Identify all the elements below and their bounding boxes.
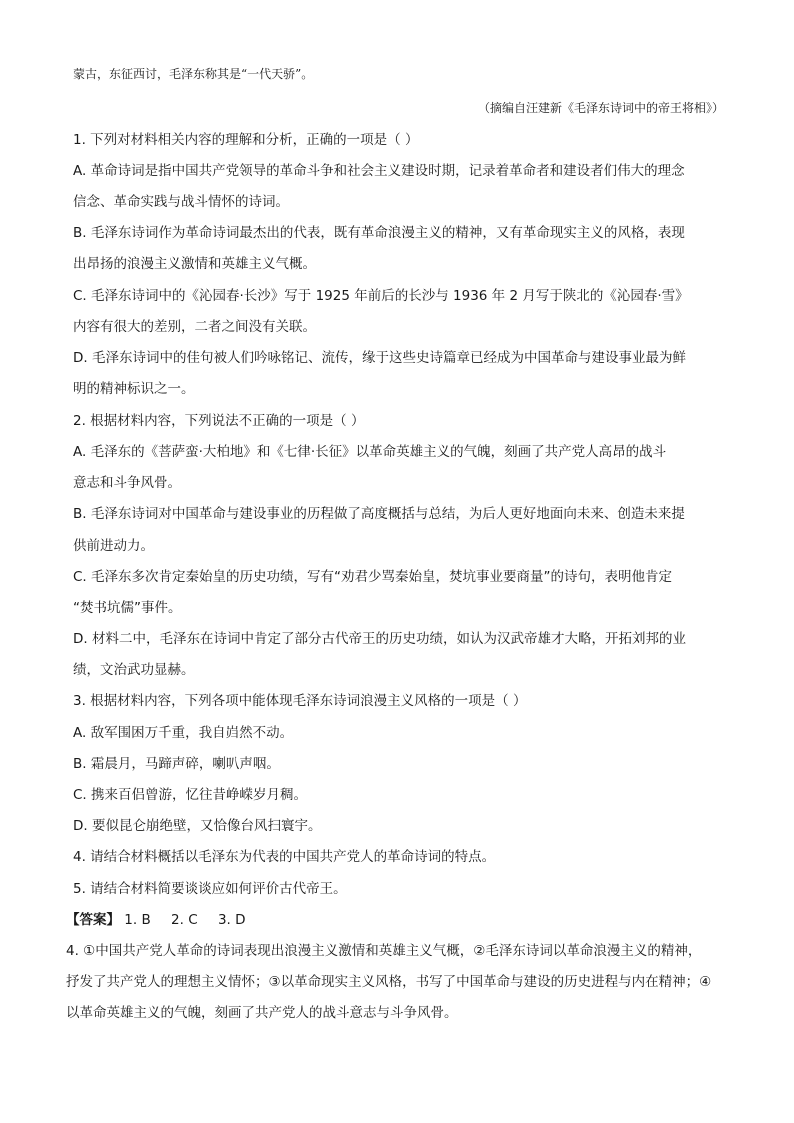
question-1: 1. 下列对材料相关内容的理解和分析，正确的一项是（ ） (73, 132, 419, 148)
q3-option-c: C. 携来百侣曾游，忆往昔峥嵘岁月稠。 (73, 787, 308, 803)
question-2: 2. 根据材料内容，下列说法不正确的一项是（ ） (73, 413, 365, 429)
answer-4-line-1: 4. ①中国共产党人革命的诗词表现出浪漫主义激情和英雄主义气概，②毛泽东诗词以革命浪漫主义的精神， (66, 943, 702, 959)
question-4: 4. 请结合材料概括以毛泽东为代表的中国共产党人的革命诗词的特点。 (73, 849, 496, 865)
q1-option-d: D. 毛泽东诗词中的佳句被人们吟咏铭记、流传，缘于这些史诗篇章已经成为中国革命与建设事业最为鲜 (73, 350, 686, 366)
q2-option-b: B. 毛泽东诗词对中国革命与建设事业的历程做了高度概括与总结，为后人更好地面向未来、创造未来提 (73, 506, 685, 522)
q3-option-d: D. 要似昆仑崩绝壁，又恰像台风扫寰宇。 (73, 818, 322, 834)
q2-option-d: D. 材料二中，毛泽东在诗词中肯定了部分古代帝王的历史功绩，如认为汉武帝雄才大略，开拓刘邦的业 (73, 631, 686, 647)
question-3: 3. 根据材料内容，下列各项中能体现毛泽东诗词浪漫主义风格的一项是（ ） (73, 693, 527, 709)
answer-3: 3. D (217, 912, 246, 928)
q1-option-d-cont: 明的精神标识之一。 (73, 381, 195, 397)
q1-option-a-cont: 信念、革命实践与战斗情怀的诗词。 (73, 194, 289, 210)
answer-line (66, 910, 246, 930)
q2-option-a: A. 毛泽东的《菩萨蛮·大柏地》和《七律·长征》以革命英雄主义的气魄，刻画了共产党人高昂的战斗 (73, 444, 667, 460)
answer-4-line-2: 抒发了共产党人的理想主义情怀；③以革命现实主义风格，书写了中国革命与建设的历史进程与内在精神；④ (66, 974, 712, 990)
q2-option-b-cont: 供前进动力。 (73, 538, 154, 554)
answer-tag: 【答案】 (66, 912, 120, 928)
answer-4-line-3: 以革命英雄主义的气魄，刻画了共产党人的战斗意志与斗争风骨。 (66, 1005, 458, 1021)
q2-option-d-cont: 绩，文治武功显赫。 (73, 662, 195, 678)
answer-1: 1. B (124, 912, 151, 928)
question-5: 5. 请结合材料简要谈谈应如何评价古代帝王。 (73, 881, 347, 897)
q1-option-a: A. 革命诗词是指中国共产党领导的革命斗争和社会主义建设时期，记录着革命者和建设者们伟大的理念 (73, 163, 685, 179)
intro-tail-text: 蒙古，东征西讨，毛泽东称其是“一代天骄”。 (73, 67, 314, 81)
q1-option-b-cont: 出昂扬的浪漫主义激情和英雄主义气概。 (73, 256, 316, 272)
q1-option-c: C. 毛泽东诗词中的《沁园春·长沙》写于 1925 年前后的长沙与 1936 年 2 月写于陕北的《沁园春·雪》 (73, 288, 689, 304)
q3-option-a: A. 敌军围困万千重，我自岿然不动。 (73, 725, 294, 741)
answer-2: 2. C (171, 912, 198, 928)
q1-option-b: B. 毛泽东诗词作为革命诗词最杰出的代表，既有革命浪漫主义的精神，又有革命现实主义的风格，表现 (73, 225, 685, 241)
source-citation: （摘编自汪建新《毛泽东诗词中的帝王将相》） (477, 101, 724, 115)
q3-option-b: B. 霜晨月，马蹄声碎，喇叭声咽。 (73, 756, 280, 772)
q2-option-c-cont: “焚书坑儒”事件。 (73, 600, 182, 616)
q2-option-c: C. 毛泽东多次肯定秦始皇的历史功绩，写有“劝君少骂秦始皇，焚坑事业要商量”的诗句，表明他肯定 (73, 569, 672, 585)
q1-option-c-cont: 内容有很大的差别，二者之间没有关联。 (73, 319, 316, 335)
q2-option-a-cont: 意志和斗争风骨。 (73, 475, 181, 491)
